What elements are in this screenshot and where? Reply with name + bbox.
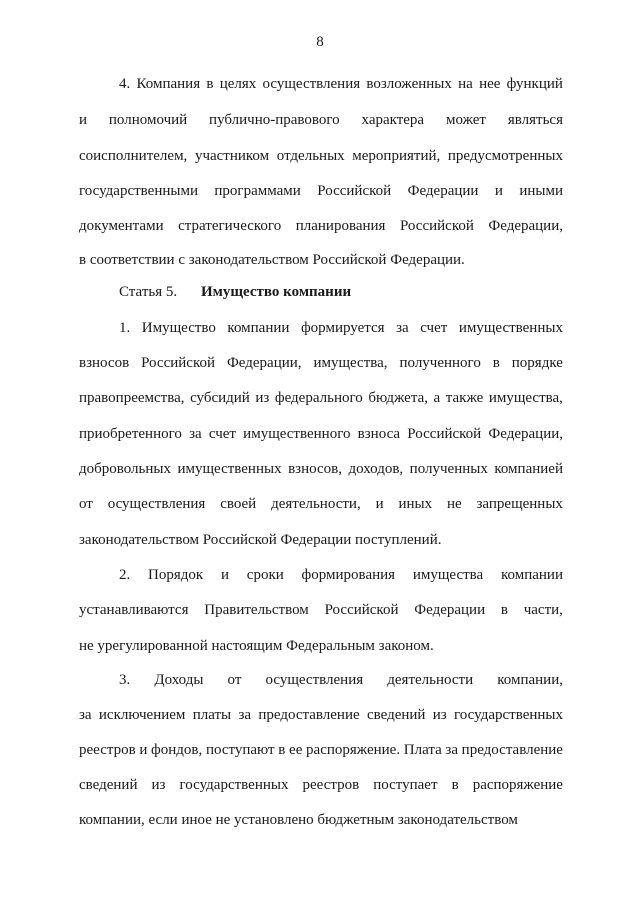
word: иных [398, 496, 433, 512]
word: исключением [98, 707, 186, 723]
word: 2. [119, 567, 131, 583]
word: характера [361, 112, 425, 128]
word: деятельности [387, 672, 474, 688]
word: формирования [301, 567, 396, 583]
word: функций [506, 76, 563, 92]
word: за [396, 320, 409, 336]
word: распоряжение [472, 777, 563, 793]
word: предоставление [258, 707, 360, 723]
word: устанавливаются [79, 602, 189, 618]
word: полномочий [108, 112, 188, 128]
word: Федерации [407, 183, 479, 199]
word: из [151, 777, 166, 793]
word: полученных [409, 461, 488, 477]
text-line [79, 740, 563, 760]
word: в [451, 777, 459, 793]
text-line [119, 74, 563, 94]
word: в [278, 742, 286, 758]
word: на [458, 76, 473, 92]
word: планирования [295, 218, 386, 234]
word: имущества, [313, 355, 388, 371]
word: и [139, 742, 148, 758]
word: имущественного [243, 426, 351, 442]
word: осуществления [262, 76, 361, 92]
word: компании [500, 567, 563, 583]
word: документами [79, 218, 164, 234]
word: Российской [141, 355, 216, 371]
text-line [119, 565, 563, 585]
word: целях [219, 76, 257, 92]
word: 3. [119, 672, 131, 688]
text-line [79, 388, 563, 408]
word: и [79, 112, 88, 128]
word: компании [227, 320, 290, 336]
word: мероприятий, [352, 148, 441, 164]
word: государственными [79, 183, 198, 199]
word: распоряжение. [306, 742, 401, 758]
word: и [494, 183, 503, 199]
word: стратегического [178, 218, 282, 234]
page-number: 8 [316, 34, 324, 50]
word: за [189, 426, 202, 442]
word: правопреемства, [79, 390, 185, 406]
word: из [432, 707, 447, 723]
word: Федерации, [488, 426, 563, 442]
word: части, [523, 602, 563, 618]
text-line [119, 318, 563, 338]
word: компании, [497, 672, 563, 688]
word: деятельности, [271, 496, 361, 512]
text-line [79, 353, 563, 373]
word: Российской [399, 218, 474, 234]
word: возложенных [366, 76, 452, 92]
word: соисполнителем, [79, 148, 188, 164]
text-line [79, 146, 563, 166]
article-number: Статья 5. [119, 284, 178, 300]
word: государственных [454, 707, 563, 723]
word: от [79, 496, 93, 512]
word: Федерации, [488, 218, 563, 234]
text-line [79, 110, 563, 130]
word: и [375, 496, 384, 512]
word: приобретенного [79, 426, 182, 442]
word: полученного [399, 355, 481, 371]
word: программами [214, 183, 301, 199]
word: имущества [412, 567, 484, 583]
word: осуществления [107, 496, 206, 512]
word: не [446, 496, 462, 512]
word: публично-правового [209, 112, 340, 128]
word: а [433, 390, 441, 406]
text-line [79, 705, 563, 725]
word: может [445, 112, 486, 128]
text-line [79, 775, 563, 795]
word: поступают [205, 742, 275, 758]
word: Компания [136, 76, 201, 92]
word: нее [479, 76, 501, 92]
word: в [492, 355, 500, 371]
text-line [79, 459, 563, 479]
word: в [500, 602, 508, 618]
word: Российской [407, 426, 482, 442]
text-line: в соответствии с законодательством Российской Федерации. [79, 252, 465, 268]
word: осуществления [265, 672, 364, 688]
word: взносов [79, 355, 130, 371]
word: компанией [494, 461, 563, 477]
text-line: не урегулированной настоящим Федеральным законом. [79, 638, 434, 654]
article-title: Имущество компании [201, 284, 352, 300]
word: Федерации [414, 602, 486, 618]
word: сроки [246, 567, 284, 583]
word: за [79, 707, 92, 723]
word: предоставление [461, 742, 563, 758]
word: отдельных [276, 148, 345, 164]
word: государственных [179, 777, 289, 793]
word: за [238, 707, 252, 723]
word: и [220, 567, 229, 583]
word: Правительством [204, 602, 309, 618]
word: поступает [373, 777, 438, 793]
word: имущественных [177, 461, 282, 477]
word: бюджета, [368, 390, 428, 406]
word: порядке [511, 355, 563, 371]
word: Российской [317, 183, 392, 199]
word: участником [194, 148, 270, 164]
word: Федерации, [226, 355, 302, 371]
text-line [79, 494, 563, 514]
text-line [79, 424, 563, 444]
text-line: компании, если иное не установлено бюджетным законодательством [79, 812, 518, 828]
word: имущественных [458, 320, 563, 336]
word: Имущество [141, 320, 216, 336]
word: федерального [274, 390, 363, 406]
word: Российской [324, 602, 399, 618]
word: платы [192, 707, 232, 723]
word: доходов, [348, 461, 404, 477]
word: Плата [403, 742, 442, 758]
word: своей [220, 496, 257, 512]
word: также [445, 390, 484, 406]
word: от [227, 672, 242, 688]
word: фондов, [151, 742, 203, 758]
word: счет [208, 426, 236, 442]
word: субсидий [190, 390, 250, 406]
word: сведений [366, 707, 426, 723]
word: из [255, 390, 270, 406]
word: предусмотренных [447, 148, 563, 164]
word: формируется [300, 320, 385, 336]
word: запрещенных [476, 496, 563, 512]
word: взноса [357, 426, 401, 442]
word: 1. [119, 320, 131, 336]
word: счет [420, 320, 448, 336]
word: иными [519, 183, 563, 199]
word: взносов, [288, 461, 342, 477]
text-line: законодательством Российской Федерации поступлений. [79, 532, 442, 548]
word: Доходы [154, 672, 204, 688]
word: в [206, 76, 214, 92]
word: реестров [302, 777, 360, 793]
word: 4. [119, 76, 131, 92]
text-line [79, 181, 563, 201]
text-line [79, 600, 563, 620]
word: являться [507, 112, 563, 128]
word: реестров [79, 742, 136, 758]
word: ее [289, 742, 303, 758]
word: добровольных [79, 461, 171, 477]
word: сведений [79, 777, 138, 793]
word: Порядок [148, 567, 204, 583]
word: имущества, [488, 390, 563, 406]
text-line [119, 670, 563, 690]
article-heading [119, 282, 351, 302]
word: за [445, 742, 458, 758]
text-line [79, 216, 563, 236]
